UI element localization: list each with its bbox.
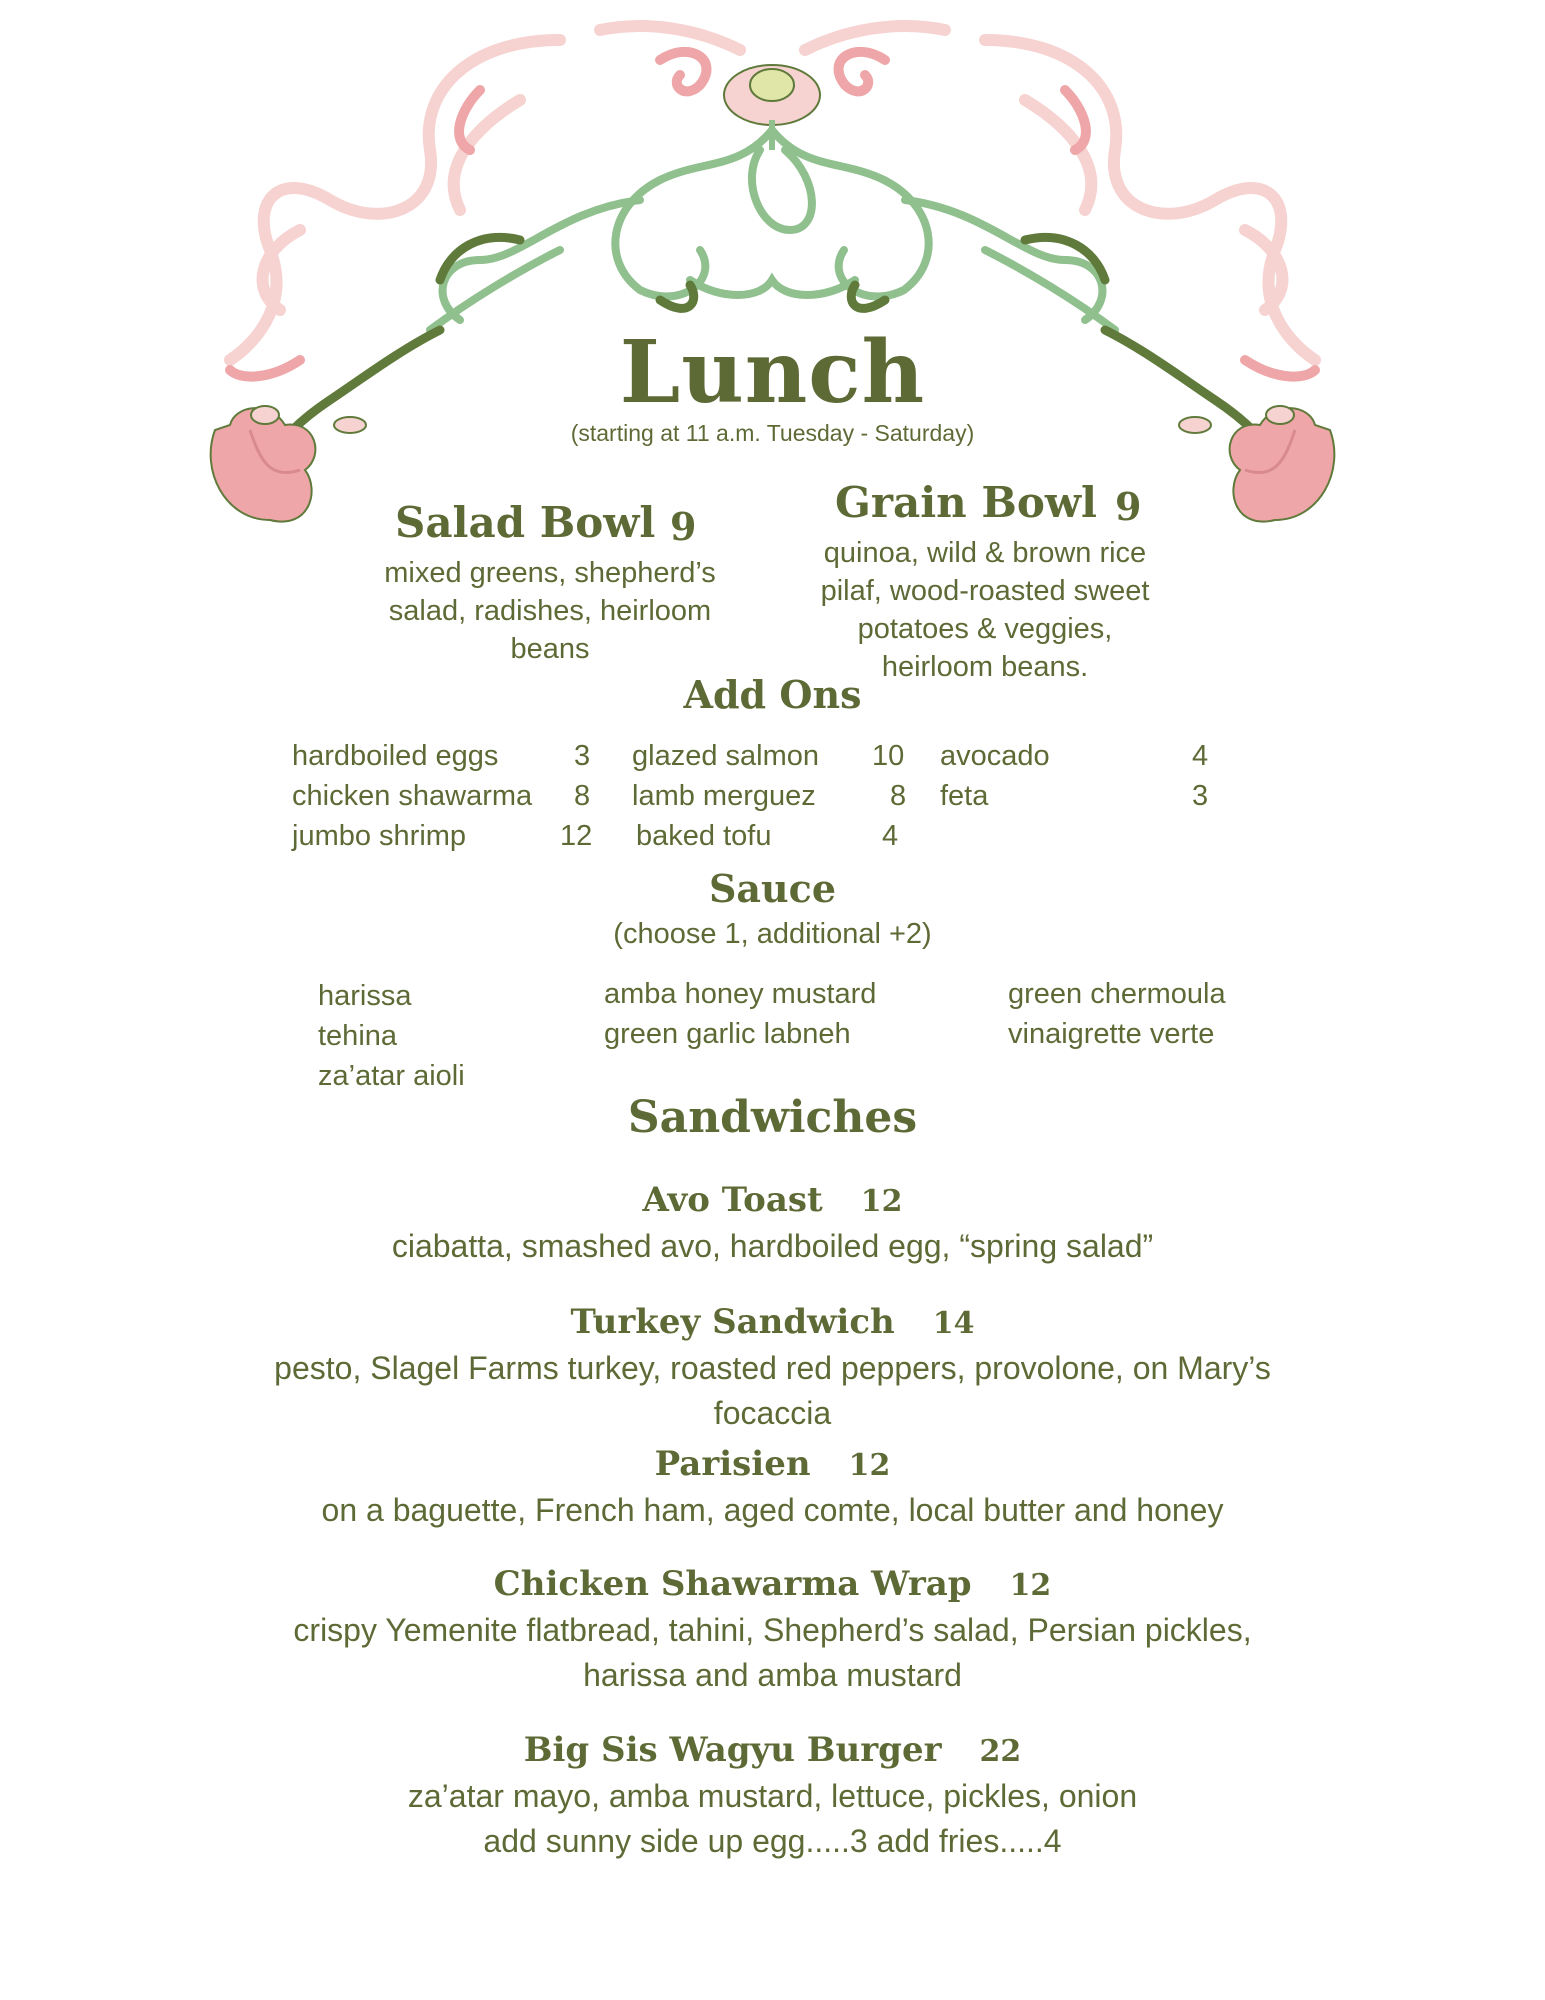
sandwich-heading (0, 1444, 1545, 1484)
sandwich-price: 14 (932, 1306, 975, 1341)
add-on-price: 3 (574, 740, 591, 772)
sauce-item: amba honey mustard (604, 978, 877, 1010)
sandwich-name: Chicken Shawarma Wrap (493, 1564, 972, 1604)
sandwich-description: crispy Yemenite flatbread, tahini, Shepherd’s salad, Persian pickles, harissa and amba mustard (293, 1612, 1252, 1693)
add-on-price: 3 (1192, 780, 1209, 812)
add-on-price: 8 (574, 780, 591, 812)
sandwich-name: Avo Toast (642, 1180, 823, 1220)
add-on-name: avocado (940, 740, 1050, 772)
floral-arch-ornament (0, 0, 1545, 560)
add-on-price: 12 (560, 820, 593, 852)
add-on-name: baked tofu (636, 820, 772, 852)
sandwich-heading (0, 1564, 1545, 1604)
sauce-note: (choose 1, additional +2) (613, 918, 932, 950)
grain-bowl-price: 9 (1115, 484, 1142, 529)
page-title: Lunch (619, 322, 926, 423)
add-ons-heading: Add Ons (683, 672, 862, 717)
sandwich-heading (0, 1302, 1545, 1342)
sandwich-heading (0, 1180, 1545, 1220)
sandwich-description: za’atar mayo, amba mustard, lettuce, pickles, onion add sunny side up egg.....3 add fries.....4 (407, 1778, 1138, 1859)
add-on-price: 8 (890, 780, 907, 812)
sauce-item: tehina (318, 1020, 398, 1052)
add-on-price: 4 (882, 820, 899, 852)
sandwich-name: Parisien (654, 1444, 811, 1484)
add-on-name: feta (940, 780, 989, 812)
sandwich-heading (0, 1730, 1545, 1770)
sauce-item: green chermoula (1008, 978, 1226, 1010)
grain-bowl-description: quinoa, wild & brown rice pilaf, wood-roasted sweet potatoes & veggies, heirloom beans. (820, 537, 1150, 683)
salad-bowl-name: Salad Bowl (395, 498, 656, 547)
sandwich-name: Big Sis Wagyu Burger (523, 1730, 942, 1770)
add-on-price: 10 (872, 740, 905, 772)
salad-bowl-section (340, 498, 760, 668)
sandwiches-heading: Sandwiches (627, 1092, 918, 1143)
sandwich-price: 12 (1009, 1568, 1052, 1603)
sauce-heading: Sauce (708, 866, 836, 911)
add-on-price: 4 (1192, 740, 1209, 772)
sandwich-description: on a baguette, French ham, aged comte, local butter and honey (321, 1492, 1224, 1528)
add-on-name: lamb merguez (632, 780, 816, 812)
sauce-item: green garlic labneh (604, 1018, 851, 1050)
salad-bowl-description: mixed greens, shepherd’s salad, radishes, heirloom beans (384, 557, 716, 665)
sauce-item: vinaigrette verte (1008, 1018, 1215, 1050)
sandwich-description: pesto, Slagel Farms turkey, roasted red peppers, provolone, on Mary’s focaccia (274, 1350, 1271, 1431)
sauce-item: harissa (318, 980, 412, 1012)
add-on-name: hardboiled eggs (292, 740, 499, 772)
add-on-name: chicken shawarma (292, 780, 533, 812)
grain-bowl-name: Grain Bowl (835, 478, 1097, 527)
add-on-name: glazed salmon (632, 740, 819, 772)
sandwich-description: ciabatta, smashed avo, hardboiled egg, “spring salad” (391, 1228, 1154, 1264)
sandwich-price: 22 (979, 1734, 1022, 1769)
add-on-name: jumbo shrimp (292, 820, 467, 852)
sandwich-price: 12 (848, 1448, 891, 1483)
salad-bowl-price: 9 (670, 504, 697, 549)
page-subtitle: (starting at 11 a.m. Tuesday - Saturday) (570, 420, 975, 446)
sauce-item: za’atar aioli (318, 1060, 465, 1092)
grain-bowl-section (785, 478, 1185, 686)
sandwich-price: 12 (860, 1184, 903, 1219)
sandwich-name: Turkey Sandwich (570, 1302, 895, 1342)
top-flower-icon (724, 65, 820, 150)
